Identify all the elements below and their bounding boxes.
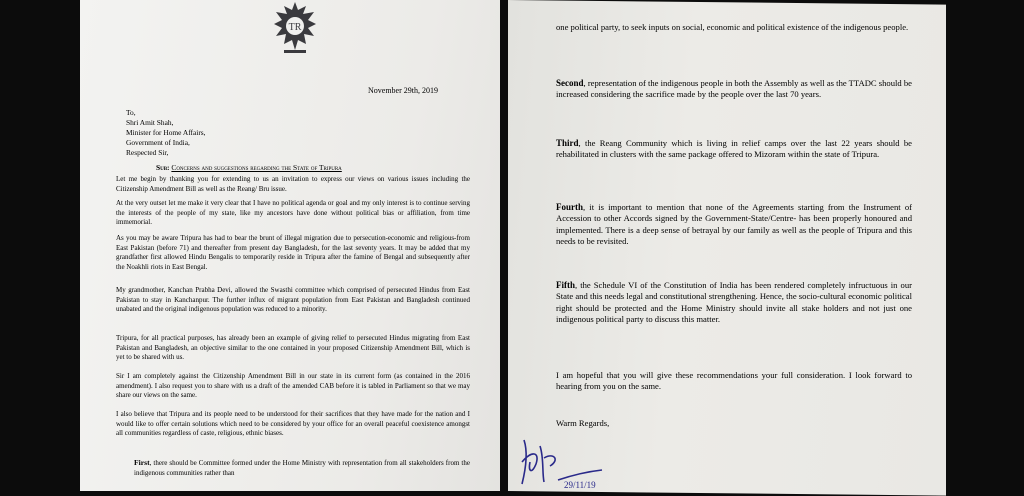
signature-date: 29/11/19	[564, 480, 596, 490]
point-first	[134, 458, 470, 478]
point-label: First	[134, 458, 150, 467]
paragraph-intro: Let me begin by thanking you for extending to us an invitation to express our views on various issues including the Citizenship Amendment Bill as well as the Reang/ Bru issue.	[116, 175, 470, 193]
point-label: Fifth	[556, 280, 575, 290]
point-label: Fourth	[556, 202, 583, 212]
paragraph-no-agenda: At the very outset let me make it very clear that I have no political agenda or goal and my only interest is to continue serving the interests of the people of my state, like my ancestors have done without political bias or affiliation, from time immemorial.	[116, 199, 470, 227]
paragraph-cab: Sir I am completely against the Citizenship Amendment Bill in our state in its current form (as contained in the 2016 amendment). I also request you to share with us a draft of the amended CAB before it is tabled in Parliament so that we may share our views on the same.	[116, 372, 470, 400]
subject-text: Concerns and suggestions regarding the State of Tripura	[171, 163, 342, 172]
point-second	[556, 78, 912, 101]
recipient-address	[126, 108, 206, 148]
recipient-line: To,	[126, 108, 136, 117]
point-text: , representation of the indigenous people in both the Assembly as well as the TTADC should be increased considering the sacrifice made by the people over the last 70 years.	[556, 78, 912, 100]
subject-line	[156, 163, 342, 172]
subject-prefix: Sub:	[156, 163, 170, 172]
point-fifth	[556, 280, 912, 326]
paragraph-grandmother: My grandmother, Kanchan Prabha Devi, allowed the Swasthi committee which comprised of persecuted Hindus from East Pakistan to stay in Kanchanpur. The further influx of migrant population from East Pakistan and Bangladesh continued unabated and the original indigenous population was reduced to a minority.	[116, 286, 470, 314]
recipient-line: Minister for Home Affairs,	[126, 128, 206, 137]
royal-emblem-icon	[270, 0, 320, 58]
paragraph-migration: As you may be aware Tripura has had to bear the brunt of illegal migration due to persecution-economic and religious-from East Pakistan (before 71) and thereafter from present day Bangladesh, for the last seventy years. It may be added that my grandfather first allowed Hindu Bengalis to temporarily reside in Tripura after the famine of Bengal and subsequently after the Noakhli riots in East Bengal.	[116, 234, 470, 271]
point-label: Third	[556, 138, 579, 148]
recipient-line: Government of India,	[126, 138, 190, 147]
svg-text:TR: TR	[288, 22, 302, 33]
closing-regards: Warm Regards,	[556, 418, 610, 428]
paragraph-closing: I am hopeful that you will give these recommendations your full consideration. I look forward to hearing from you on the same.	[556, 370, 912, 392]
point-third	[556, 138, 912, 161]
point-text: , the Reang Community which is living in relief camps over the last 22 years should be rehabilitated in clusters with the same package offered to Mizoram within the state of Tripura.	[556, 138, 912, 160]
recipient-line: Shri Amit Shah,	[126, 118, 174, 127]
signature-image	[510, 432, 610, 490]
letter-date: November 29th, 2019	[368, 86, 438, 95]
paragraph-continuation: one political party, to seek inputs on social, economic and political existence of the indigenous people.	[556, 22, 909, 32]
point-text: , the Schedule VI of the Constitution of India has been rendered completely infructuous in our State and this needs legal and constitutional strengthening. Hence, the socio-cultural economic political right should be protected and the Home Ministry should invite all stake holders and not just one indigenous political party to discuss this matter.	[556, 280, 912, 325]
paragraph-sacrifices: I also believe that Tripura and its people need to be understood for their sacrifices that they have made for the nation and I would like to offer certain solutions which need to be considered by your office for an overall peaceful coexistence amongst all communities regardless of caste, religious, ethnic biases.	[116, 410, 470, 438]
point-text: , it is important to mention that none of the Agreements starting from the Instrument of Accession to other Accords signed by the Government-State/Centre- has been properly honoured and implemented. There is a deep sense of betrayal by our family as well as the people of Tripura and this needs to be revisited.	[556, 202, 912, 247]
salutation: Respected Sir,	[126, 148, 169, 157]
point-fourth	[556, 202, 912, 248]
paragraph-relief: Tripura, for all practical purposes, has already been an example of giving relief to persecuted Hindus migrating from East Pakistan and Bangladesh, an objective similar to the one contained in your proposed Citizenship Amendment Bill, which is yet to be shared with us.	[116, 334, 470, 362]
point-label: Second	[556, 78, 584, 88]
point-text: , there should be Committee formed under the Home Ministry with representation from all stakeholders from the indigenous communities rather than	[134, 459, 470, 477]
